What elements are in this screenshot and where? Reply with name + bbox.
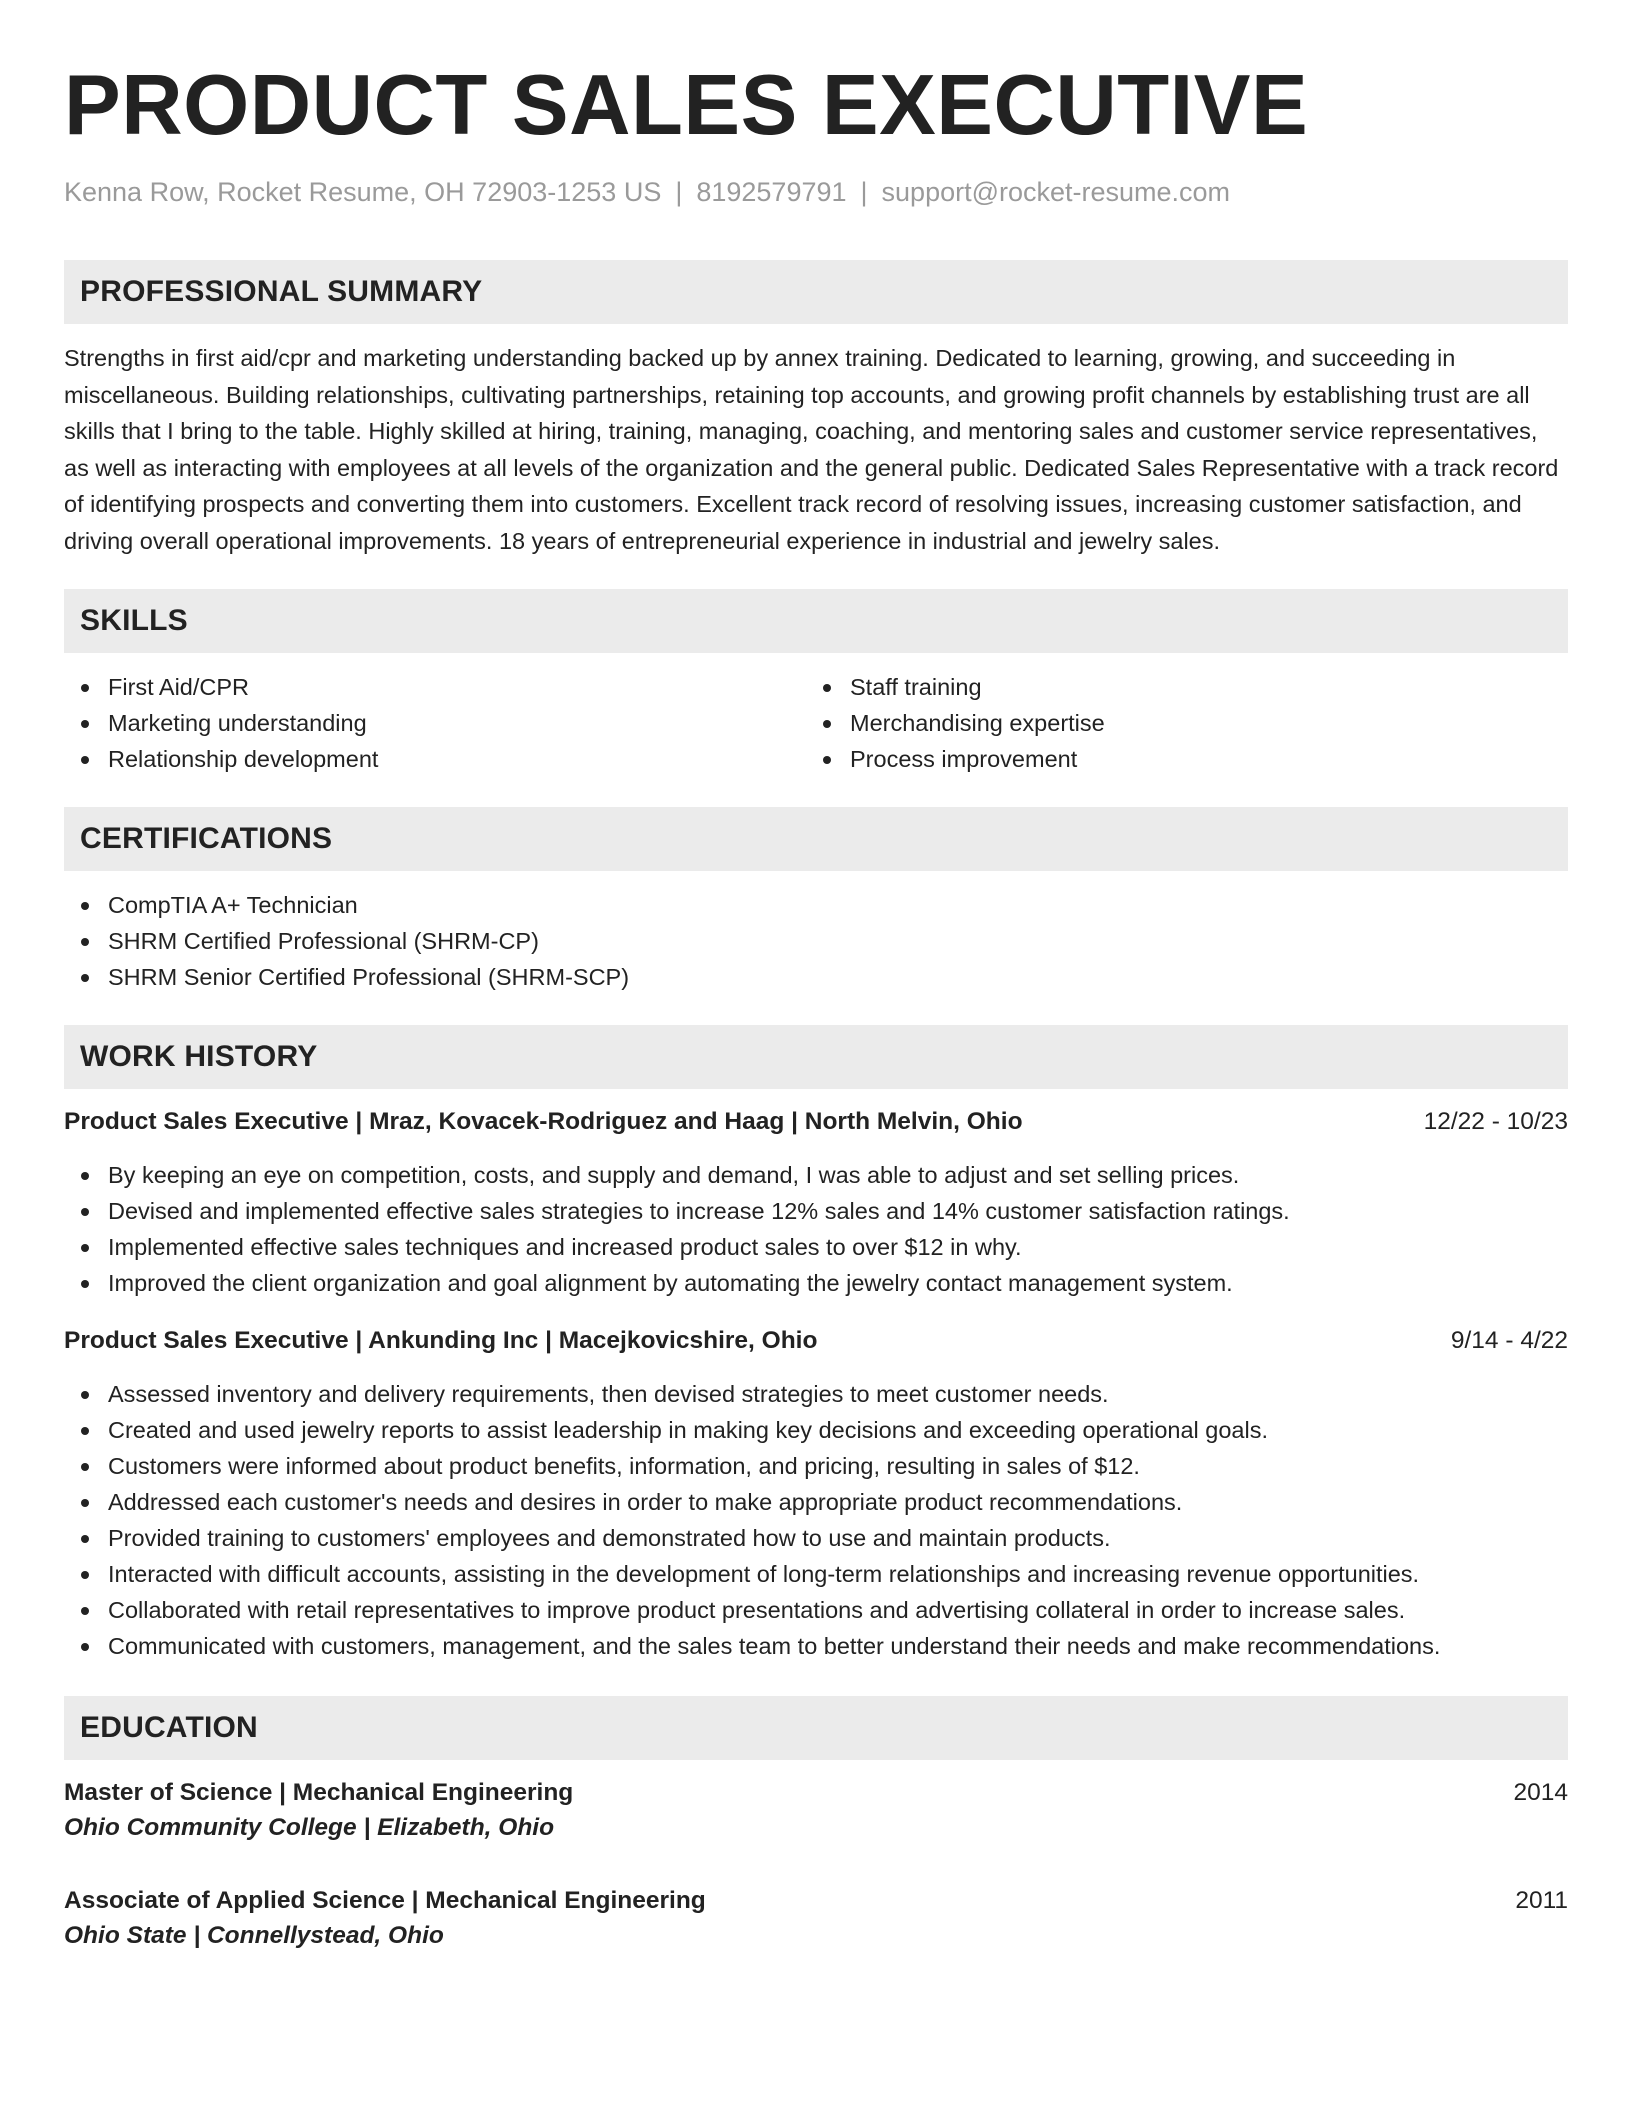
list-item: Implemented effective sales techniques and increased product sales to over $12 in why. <box>64 1229 1568 1265</box>
section-heading-summary: PROFESSIONAL SUMMARY <box>64 260 1568 324</box>
education-header <box>64 1884 1568 1918</box>
list-item: Process improvement <box>806 741 1548 777</box>
certifications-list <box>64 887 1568 995</box>
education-school: Ohio Community College | Elizabeth, Ohio <box>64 1814 555 1841</box>
education-year: 2014 <box>1513 1779 1568 1806</box>
list-item: First Aid/CPR <box>64 669 806 705</box>
list-item: Assessed inventory and delivery requirements, then devised strategies to meet customer needs. <box>64 1376 1568 1412</box>
list-item: Created and used jewelry reports to assist leadership in making key decisions and exceeding operational goals. <box>64 1412 1568 1448</box>
list-item: Merchandising expertise <box>806 705 1548 741</box>
education-header <box>64 1776 1568 1810</box>
contact-address: Kenna Row, Rocket Resume, OH 72903-1253 US <box>64 177 662 207</box>
list-item: Collaborated with retail representatives to improve product presentations and advertising collateral in order to increase sales. <box>64 1592 1568 1628</box>
education-degree: Master of Science | Mechanical Engineering <box>64 1779 574 1806</box>
skills-column-left <box>64 669 806 777</box>
job-header <box>64 1324 1568 1358</box>
contact-phone: 8192579791 <box>696 177 847 207</box>
section-heading-education: EDUCATION <box>64 1696 1568 1760</box>
list-item: Marketing understanding <box>64 705 806 741</box>
summary-text: Strengths in first aid/cpr and marketing understanding backed up by annex training. Dedicated to learning, growing, and succeeding in miscellaneous. Building relationships, cultivating partnerships, retaining top accounts, and growing profit channels by establishing trust are all skills that I bring to the table. Highly skilled at hiring, training, managing, coaching, and mentoring sales and customer service representatives, as well as interacting with employees at all levels of the organization and the general public. Dedicated Sales Representative with a track record of identifying prospects and converting them into customers. Excellent track record of resolving issues, increasing customer satisfaction, and driving overall operational improvements. 18 years of entrepreneurial experience in industrial and jewelry sales. <box>64 345 1559 554</box>
contact-separator: | <box>675 177 683 207</box>
list-item: Staff training <box>806 669 1548 705</box>
list-item: Customers were informed about product benefits, information, and pricing, resulting in sales of $12. <box>64 1448 1568 1484</box>
list-item: Improved the client organization and goal alignment by automating the jewelry contact management system. <box>64 1265 1568 1301</box>
list-item: Communicated with customers, management, and the sales team to better understand their needs and make recommendations. <box>64 1628 1568 1664</box>
job-dates: 12/22 - 10/23 <box>1423 1108 1568 1135</box>
list-item: Provided training to customers' employees and demonstrated how to use and maintain products. <box>64 1520 1568 1556</box>
list-item: SHRM Senior Certified Professional (SHRM-SCP) <box>64 959 1568 995</box>
job-dates: 9/14 - 4/22 <box>1450 1327 1568 1354</box>
list-item: Interacted with difficult accounts, assisting in the development of long-term relationships and increasing revenue opportunities. <box>64 1556 1568 1592</box>
job-bullets <box>64 1157 1568 1301</box>
skills-column-right <box>806 669 1548 777</box>
contact-separator: | <box>860 177 868 207</box>
list-item: By keeping an eye on competition, costs, and supply and demand, I was able to adjust and set selling prices. <box>64 1157 1568 1193</box>
resume-title: PRODUCT SALES EXECUTIVE <box>64 58 1309 153</box>
job-title: Product Sales Executive | Mraz, Kovacek-Rodriguez and Haag | North Melvin, Ohio <box>64 1108 1023 1135</box>
skills-grid <box>64 669 1568 777</box>
education-degree: Associate of Applied Science | Mechanical Engineering <box>64 1887 706 1914</box>
job-bullets <box>64 1376 1568 1664</box>
section-heading-work-history: WORK HISTORY <box>64 1025 1568 1089</box>
contact-email: support@rocket-resume.com <box>881 177 1231 207</box>
contact-line <box>64 175 1568 209</box>
list-item: Addressed each customer's needs and desires in order to make appropriate product recommendations. <box>64 1484 1568 1520</box>
list-item: Devised and implemented effective sales strategies to increase 12% sales and 14% customer satisfaction ratings. <box>64 1193 1568 1229</box>
list-item: Relationship development <box>64 741 806 777</box>
list-item: CompTIA A+ Technician <box>64 887 1568 923</box>
job-title: Product Sales Executive | Ankunding Inc | Macejkovicshire, Ohio <box>64 1327 818 1354</box>
education-school: Ohio State | Connellystead, Ohio <box>64 1922 444 1949</box>
job-header <box>64 1105 1568 1139</box>
section-heading-skills: SKILLS <box>64 589 1568 653</box>
section-heading-certifications: CERTIFICATIONS <box>64 807 1568 871</box>
education-year: 2011 <box>1515 1887 1568 1914</box>
list-item: SHRM Certified Professional (SHRM-CP) <box>64 923 1568 959</box>
